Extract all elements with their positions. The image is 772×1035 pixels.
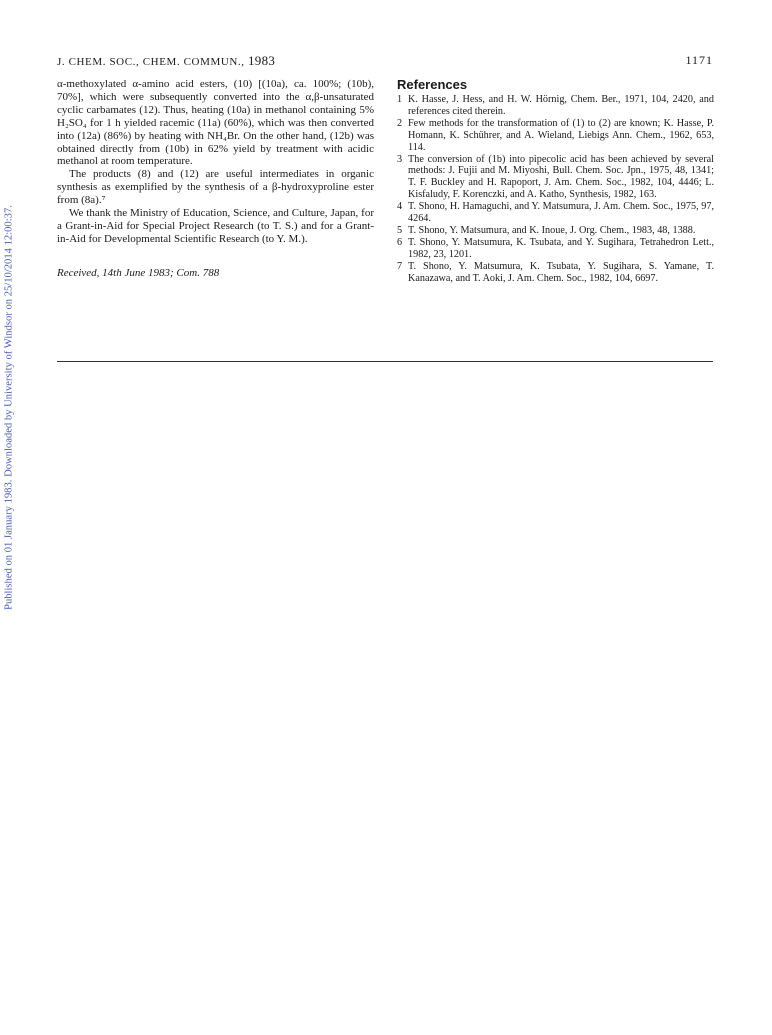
- reference-text: K. Hasse, J. Hess, and H. W. Hörnig, Chem. Ber., 1971, 104, 2420, and references cited therein.: [408, 94, 714, 117]
- references-heading: References: [397, 77, 468, 92]
- left-column: [57, 78, 374, 280]
- reference-item: [397, 261, 714, 285]
- reference-text: T. Shono, Y. Matsumura, K. Tsubata, and Y. Sugihara, Tetrahedron Lett., 1982, 23, 1201.: [408, 236, 714, 260]
- reference-number: 1: [397, 94, 403, 105]
- reference-item: [397, 118, 714, 154]
- reference-item: [397, 94, 714, 118]
- reference-item: [397, 154, 714, 202]
- reference-item: [397, 201, 714, 225]
- reference-text: Few methods for the transformation of (1) to (2) are known; K. Hasse, P. Homann, K. Schührer, and A. Wieland, Liebigs Ann. Chem., 1962, 653, 114.: [408, 117, 714, 153]
- reference-number: 7: [397, 260, 403, 272]
- acknowledgement-paragraph: We thank the Ministry of Education, Science, and Culture, Japan, for a Grant-in-Aid for Special Project Research (to T. S.) and for a Grant-in-Aid for Developmental Scientific Research (to Y. M.).: [57, 207, 374, 245]
- journal-name: J. CHEM. SOC., CHEM. COMMUN.,: [57, 56, 245, 68]
- reference-number: 4: [397, 201, 403, 213]
- journal-running-title: [57, 53, 275, 69]
- journal-year: 1983: [247, 53, 276, 68]
- received-date: Received, 14th June 1983; Com. 788: [57, 266, 220, 279]
- reference-number: 6: [397, 236, 403, 248]
- reference-text: The conversion of (1b) into pipecolic acid has been achieved by several methods: J. Fujii and M. Miyoshi, Bull. Chem. Soc. Jpn., 1975, 48, 1341; T. F. Buckley and H. Rapoport, J. Am. Chem. Soc., 1982, 104, 4446; L. Kisfaludy, F. Korenczki, and A. Katho, Synthesis, 1982, 163.: [408, 153, 714, 201]
- reference-text: T. Shono, Y. Matsumura, and K. Inoue, J. Org. Chem., 1983, 48, 1388.: [408, 224, 696, 236]
- reference-text: T. Shono, H. Hamaguchi, and Y. Matsumura, J. Am. Chem. Soc., 1975, 97, 4264.: [408, 201, 714, 225]
- body-paragraph-1: α-methoxylated α-amino acid esters, (10) [(10a), ca. 100%; (10b), 70%], which were subsequently converted into the α,β-unsaturated cyclic carbamates (12). Thus, heating (10a) in methanol containing 5% H₂SO₄ for 1 h yielded racemic (11a) (60%), which was then converted into (12a) (86%) by heating with NH₄Br. On the other hand, (12b) was obtained directly from (10b) in 62% yield by treatment with acidic methanol at room temperature.: [57, 78, 374, 168]
- page-number: 1171: [685, 53, 713, 67]
- reference-list: [397, 94, 714, 285]
- reference-item: [397, 225, 714, 237]
- reference-number: 3: [397, 153, 403, 165]
- page-header: [57, 53, 713, 69]
- references-section: [397, 78, 714, 285]
- reference-number: 2: [397, 117, 403, 129]
- reference-text: T. Shono, Y. Matsumura, K. Tsubata, Y. Sugihara, S. Yamane, T. Kanazawa, and T. Aoki, J. Am. Chem. Soc., 1982, 104, 6697.: [408, 260, 714, 284]
- footer-divider: [57, 361, 713, 362]
- reference-number: 5: [397, 224, 403, 236]
- reference-item: [397, 237, 714, 261]
- body-paragraph-2: The products (8) and (12) are useful intermediates in organic synthesis as exemplified by the synthesis of a β-hydroxyproline ester from (8a).⁷: [57, 168, 374, 207]
- download-watermark: Published on 01 January 1983. Downloaded by University of Windsor on 25/10/2014 12:00:37.: [3, 205, 15, 610]
